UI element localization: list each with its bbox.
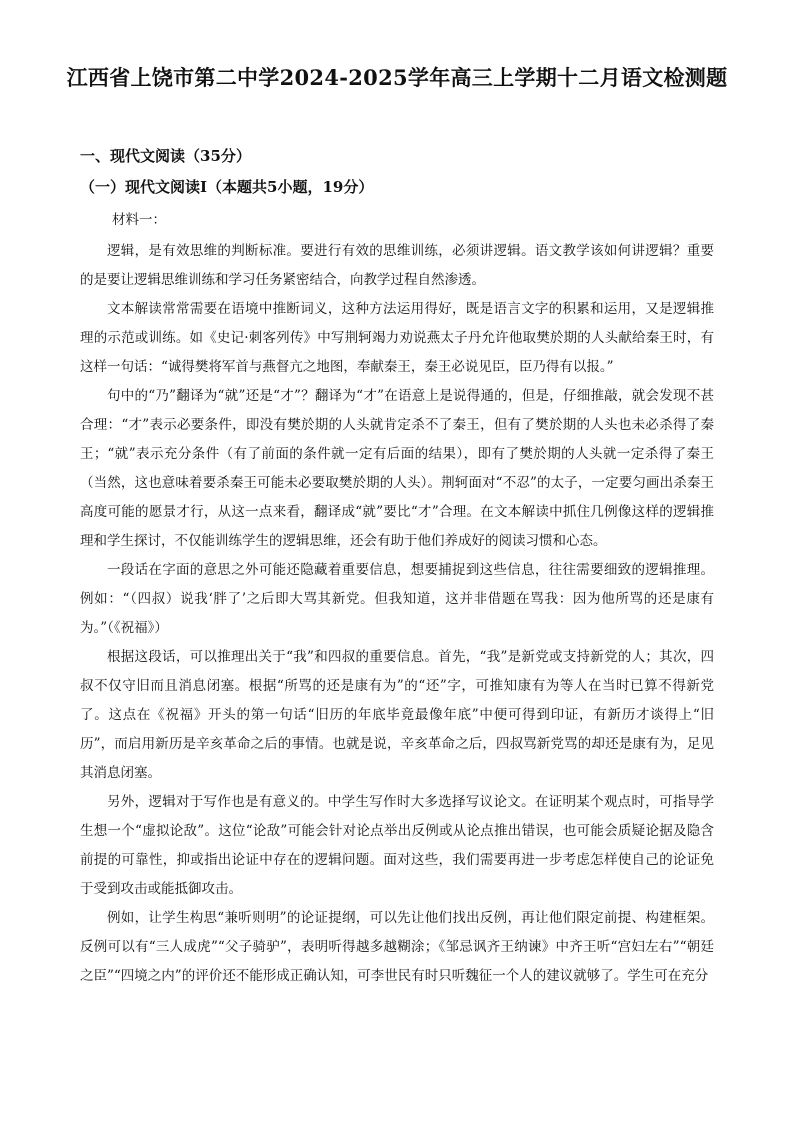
paragraph-4: 一段话在字面的意思之外可能还隐藏着重要信息，想要捕捉到这些信息，往往需要细致的逻辑推理。例如：“（四叔）说我‘胖了’之后即大骂其新党。但我知道，这并非借题在骂我：因为他所骂的还是康有为。”（《祝福》） bbox=[80, 562, 714, 636]
paragraph-7: 例如，让学生构思“兼听则明”的论证提纲，可以先让他们找出反例，再让他们限定前提、构建框架。反例可以有“三人成虎”“父子骑驴”，表明听得越多越糊涂；《邹忌讽齐王纳谏》中齐王听“宫妇左右”“朝廷之臣”“四境之内”的评价还不能形成正确认知，可李世民有时只听魏征一个人的建议就够了。学生可在充分 bbox=[80, 910, 714, 984]
body-text bbox=[80, 237, 714, 991]
paragraph-6: 另外，逻辑对于写作也是有意义的。中学生写作时大多选择写议论文。在证明某个观点时，可指导学生想一个“虚拟论敌”。这位“论敌”可能会针对论点举出反例或从论点推出错误，也可能会质疑论据及隐含前提的可靠性，抑或指出论证中存在的逻辑问题。面对这些，我们需要再进一步考虑怎样使自己的论证免于受到攻击或能抵御攻击。 bbox=[80, 794, 714, 897]
material-label: 材料一： bbox=[112, 212, 166, 228]
sub-heading: （一）现代文阅读Ⅰ（本题共5小题，19分） bbox=[80, 178, 374, 196]
section-heading: 一、现代文阅读（35分） bbox=[80, 147, 251, 165]
document-title: 江西省上饶市第二中学2024-2025学年高三上学期十二月语文检测题 bbox=[66, 65, 728, 90]
paragraph-1: 逻辑，是有效思维的判断标准。要进行有效的思维训练，必须讲逻辑。语文教学该如何讲逻辑？重要的是要让逻辑思维训练和学习任务紧密结合，向教学过程自然渗透。 bbox=[80, 243, 714, 288]
paragraph-2: 文本解读常常需要在语境中推断词义，这种方法运用得好，既是语言文字的积累和运用，又是逻辑推理的示范或训练。如《史记·刺客列传》中写荆轲竭力劝说燕太子丹允许他取樊於期的人头献给秦王时，有这样一句话：“诚得樊将军首与燕督亢之地图，奉献秦王，秦王必说见臣，臣乃得有以报。” bbox=[80, 301, 714, 375]
paragraph-5: 根据这段话，可以推理出关于“我”和四叔的重要信息。首先，“我”是新党或支持新党的人；其次，四叔不仅守旧而且消息闭塞。根据“所骂的还是康有为”的“还”字，可推知康有为等人在当时已算不得新党了。这点在《祝福》开头的第一句话“旧历的年底毕竟最像年底”中便可得到印证，有新历才谈得上“旧历”，而启用新历是辛亥革命之后的事情。也就是说，辛亥革命之后，四叔骂新党骂的却还是康有为，足见其消息闭塞。 bbox=[80, 649, 714, 781]
paragraph-3: 句中的“乃”翻译为“就”还是“才”？翻译为“才”在语意上是说得通的，但是，仔细推敲，就会发现不甚合理：“才”表示必要条件，即没有樊於期的人头就肯定杀不了秦王，但有了樊於期的人头也未必杀得了秦王；“就”表示充分条件（有了前面的条件就一定有后面的结果），即有了樊於期的人头就一定杀得了秦王（当然，这也意味着要杀秦王可能未必要取樊於期的人头）。荆轲面对“不忍”的太子，一定要匀画出杀秦王高度可能的愿景才行，从这一点来看，翻译成“就”要比“才”合理。在文本解读中抓住几例像这样的逻辑推理和学生探讨，不仅能训练学生的逻辑思维，还会有助于他们养成好的阅读习惯和心态。 bbox=[80, 388, 714, 549]
